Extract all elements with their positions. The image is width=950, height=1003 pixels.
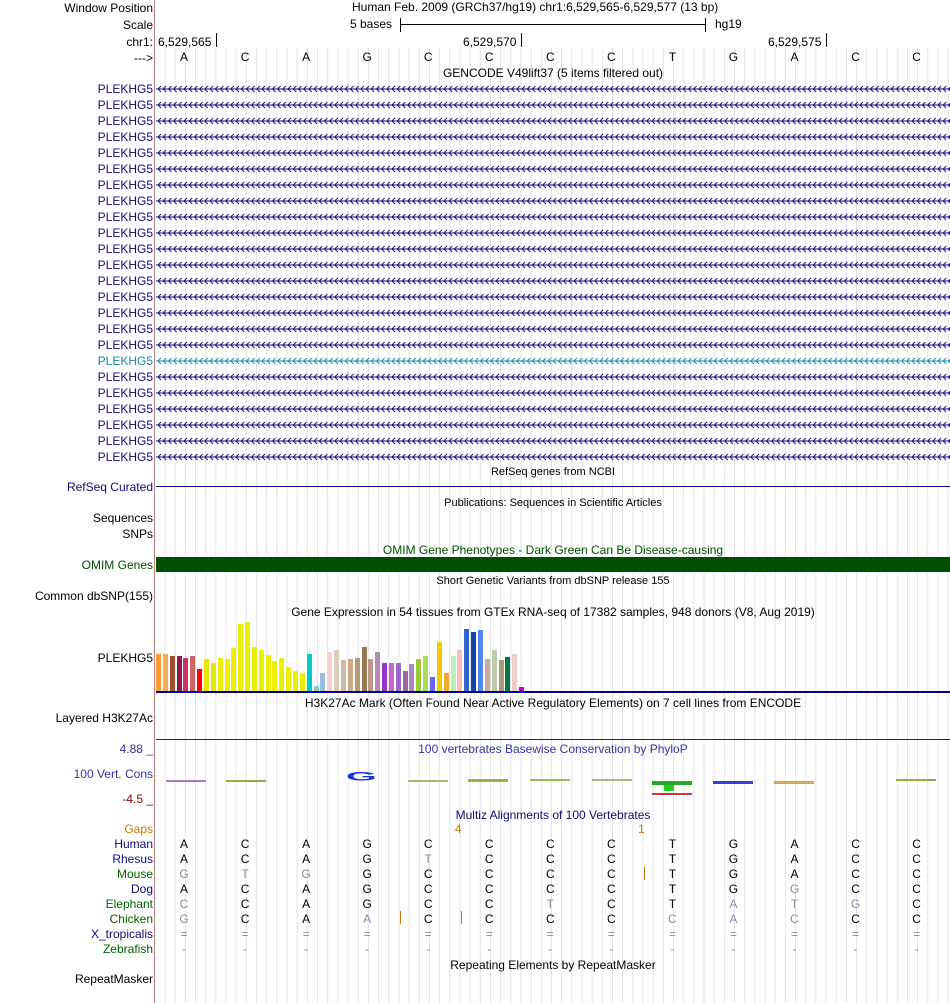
- gap-count: 4: [454, 822, 462, 836]
- coord-tick-mark-2: [521, 33, 522, 47]
- aligned-base: C: [240, 852, 250, 866]
- aligned-base: -: [365, 942, 370, 956]
- gtex-tissue-bar[interactable]: [423, 656, 428, 691]
- aligned-base: T: [790, 897, 799, 911]
- gencode-gene-label[interactable]: PLEKHG5: [97, 322, 153, 336]
- gencode-gene-label[interactable]: PLEKHG5: [97, 274, 153, 288]
- aligned-base: A: [302, 852, 311, 866]
- aligned-base: C: [912, 912, 921, 926]
- gencode-transcript[interactable]: [156, 213, 950, 221]
- sequence-base: G: [728, 50, 739, 64]
- gencode-gene-label[interactable]: PLEKHG5: [97, 258, 153, 272]
- gencode-transcript[interactable]: [156, 117, 950, 125]
- aligned-base: G: [728, 837, 739, 851]
- gtex-tissue-bar[interactable]: [177, 656, 182, 691]
- aligned-base: G: [728, 852, 739, 866]
- aligned-base: T: [241, 867, 249, 881]
- aligned-base: C: [607, 897, 616, 911]
- aligned-base: =: [607, 927, 615, 941]
- gtex-tissue-bar[interactable]: [485, 659, 490, 691]
- gencode-gene-label[interactable]: PLEKHG5: [97, 306, 153, 320]
- gtex-tissue-bar[interactable]: [279, 658, 284, 691]
- gtex-tissue-bar[interactable]: [334, 650, 339, 691]
- aligned-base: =: [852, 927, 860, 941]
- aligned-base: C: [912, 852, 921, 866]
- gtex-tissue-bar[interactable]: [478, 630, 483, 691]
- aligned-base: A: [302, 912, 311, 926]
- gtex-tissue-bar[interactable]: [416, 659, 421, 691]
- sequence-base: C: [912, 50, 921, 64]
- gtex-tissue-bar[interactable]: [471, 632, 476, 691]
- gtex-tissue-bar[interactable]: [457, 650, 462, 691]
- gencode-transcript[interactable]: [156, 85, 950, 93]
- aligned-base: C: [607, 882, 616, 896]
- sequence-base: A: [179, 50, 188, 64]
- phylop-glyph-8: [652, 781, 692, 785]
- species-label[interactable]: Mouse: [116, 867, 153, 881]
- gencode-gene-label[interactable]: PLEKHG5: [97, 418, 153, 432]
- aligned-base: C: [545, 852, 555, 866]
- gencode-transcript[interactable]: [156, 389, 950, 397]
- aligned-base: C: [240, 882, 250, 896]
- strand-label: --->: [134, 51, 153, 65]
- aligned-base: A: [790, 852, 799, 866]
- gencode-gene-label[interactable]: PLEKHG5: [97, 226, 153, 240]
- sequence-base: A: [302, 50, 311, 64]
- scale-db-text: hg19: [715, 17, 742, 31]
- species-label[interactable]: Rhesus: [112, 852, 153, 866]
- aligned-base: G: [179, 867, 189, 881]
- insertion-marker: [461, 911, 462, 924]
- phylop-track-title: 100 vertebrates Basewise Conservation by PhyloP: [418, 742, 688, 756]
- gencode-transcript[interactable]: [156, 421, 950, 429]
- gtex-tissue-bar[interactable]: [218, 658, 223, 691]
- insertion-marker: [400, 911, 401, 924]
- aligned-base: G: [728, 867, 739, 881]
- gencode-gene-label[interactable]: PLEKHG5: [97, 354, 153, 368]
- aligned-base: -: [670, 942, 675, 956]
- gtex-tissue-bar[interactable]: [211, 663, 216, 691]
- gtex-tissue-bar[interactable]: [368, 659, 373, 691]
- gtex-tissue-bar[interactable]: [444, 673, 449, 691]
- aligned-base: A: [302, 897, 311, 911]
- sequence-base: C: [484, 50, 494, 64]
- aligned-base: G: [362, 882, 372, 896]
- refseq-gene-line[interactable]: [156, 486, 950, 487]
- aligned-base: C: [851, 912, 860, 926]
- species-label[interactable]: Dog: [130, 882, 153, 896]
- phylop-glyph-1: [226, 780, 266, 782]
- aligned-base: C: [912, 867, 921, 881]
- gencode-transcript[interactable]: [156, 229, 950, 237]
- aligned-base: C: [851, 867, 860, 881]
- gencode-gene-label[interactable]: PLEKHG5: [97, 290, 153, 304]
- gtex-tissue-bar[interactable]: [170, 656, 175, 691]
- aligned-base: A: [729, 897, 738, 911]
- gencode-transcript[interactable]: [156, 101, 950, 109]
- aligned-base: A: [302, 882, 311, 896]
- aligned-base: A: [179, 837, 188, 851]
- aligned-base: -: [243, 942, 248, 956]
- aligned-base: G: [301, 867, 311, 881]
- aligned-base: C: [240, 897, 250, 911]
- gtex-tissue-bar[interactable]: [231, 648, 236, 691]
- aligned-base: T: [668, 882, 677, 896]
- gtex-tissue-bar[interactable]: [505, 657, 510, 691]
- aligned-base: C: [240, 837, 250, 851]
- gtex-tissue-bar[interactable]: [293, 671, 298, 691]
- sequence-base: G: [362, 50, 372, 64]
- refseq-track-title: RefSeq genes from NCBI: [490, 466, 616, 478]
- gtex-tissue-bar[interactable]: [341, 660, 346, 691]
- phylop-glyph-10: [774, 781, 814, 784]
- aligned-base: A: [790, 837, 799, 851]
- gencode-transcript[interactable]: [156, 341, 950, 349]
- repeatmasker-track-label[interactable]: RepeatMasker: [74, 972, 153, 986]
- dbsnp-track-title: Short Genetic Variants from dbSNP release 155: [436, 575, 670, 587]
- phylop-glyph-6: [530, 779, 570, 781]
- aligned-base: C: [179, 897, 189, 911]
- multiz-track-title: Multiz Alignments of 100 Vertebrates: [455, 808, 651, 822]
- gtex-tissue-bar[interactable]: [348, 659, 353, 691]
- aligned-base: =: [363, 927, 371, 941]
- gencode-transcript[interactable]: [156, 453, 950, 461]
- sequence-base: T: [668, 50, 677, 64]
- species-label[interactable]: X_tropicalis: [90, 927, 153, 941]
- aligned-base: -: [792, 942, 797, 956]
- aligned-base: C: [423, 837, 433, 851]
- phylop-logo-g-glyph: G: [346, 770, 377, 784]
- gencode-transcript[interactable]: [156, 309, 950, 317]
- aligned-base: T: [668, 852, 677, 866]
- species-label[interactable]: Chicken: [109, 912, 153, 926]
- phylop-max-label: 4.88 _: [119, 742, 153, 756]
- label-track-separator: [154, 0, 155, 1003]
- window-position-label: Window Position: [64, 1, 153, 15]
- aligned-base: C: [607, 852, 616, 866]
- aligned-base: C: [484, 882, 494, 896]
- gtex-tissue-bar[interactable]: [403, 671, 408, 691]
- gencode-gene-label[interactable]: PLEKHG5: [97, 402, 153, 416]
- aligned-base: A: [179, 852, 188, 866]
- gtex-tissue-bar[interactable]: [307, 654, 312, 691]
- aligned-base: -: [548, 942, 553, 956]
- aligned-base: C: [668, 912, 677, 926]
- gtex-expression-chart[interactable]: [156, 620, 950, 691]
- aligned-base: C: [912, 882, 921, 896]
- aligned-base: G: [850, 897, 861, 911]
- phylop-glyph-12: [896, 779, 936, 781]
- aligned-base: C: [790, 912, 799, 926]
- species-label[interactable]: Human: [114, 837, 153, 851]
- repeatmasker-track-title: Repeating Elements by RepeatMasker: [450, 958, 656, 972]
- aligned-base: =: [913, 927, 921, 941]
- aligned-base: C: [545, 837, 555, 851]
- gtex-tissue-bar[interactable]: [492, 650, 497, 691]
- aligned-base: -: [853, 942, 858, 956]
- sequence-base: C: [607, 50, 616, 64]
- sequence-base: C: [423, 50, 433, 64]
- aligned-base: =: [302, 927, 310, 941]
- gtex-tissue-bar[interactable]: [320, 673, 325, 691]
- aligned-base: -: [487, 942, 492, 956]
- gencode-gene-label[interactable]: PLEKHG5: [97, 450, 153, 464]
- phylop-glyph-4: [408, 780, 448, 782]
- gtex-tissue-bar[interactable]: [197, 669, 202, 691]
- phylop-glyph-9: [713, 781, 753, 784]
- aligned-base: =: [729, 927, 737, 941]
- omim-gene-bar[interactable]: [156, 557, 950, 572]
- gtex-baseline: [156, 691, 950, 693]
- gencode-transcript[interactable]: [156, 277, 950, 285]
- gencode-transcript[interactable]: [156, 133, 950, 141]
- gtex-tissue-bar[interactable]: [259, 650, 264, 691]
- aligned-base: C: [851, 837, 860, 851]
- gencode-transcript[interactable]: [156, 261, 950, 269]
- aligned-base: C: [484, 867, 494, 881]
- aligned-base: T: [424, 852, 432, 866]
- gencode-gene-label[interactable]: PLEKHG5: [97, 82, 153, 96]
- aligned-base: C: [607, 837, 616, 851]
- gencode-transcript[interactable]: [156, 149, 950, 157]
- gencode-transcript[interactable]: [156, 325, 950, 333]
- gtex-tissue-bar[interactable]: [382, 663, 387, 691]
- aligned-base: C: [912, 897, 921, 911]
- phylop-glyph-7: [592, 779, 632, 781]
- gtex-tissue-bar[interactable]: [375, 652, 380, 691]
- aligned-base: G: [362, 852, 372, 866]
- gtex-tissue-bar[interactable]: [204, 659, 209, 691]
- aligned-base: C: [851, 852, 860, 866]
- gencode-gene-label[interactable]: PLEKHG5: [97, 130, 153, 144]
- aligned-base: C: [240, 912, 250, 926]
- scale-label: Scale: [122, 18, 153, 32]
- aligned-base: C: [484, 852, 494, 866]
- aligned-base: C: [423, 867, 433, 881]
- gencode-transcript[interactable]: [156, 405, 950, 413]
- gtex-tissue-bar[interactable]: [396, 663, 401, 691]
- aligned-base: T: [668, 867, 677, 881]
- gtex-tissue-bar[interactable]: [430, 677, 435, 691]
- aligned-base: T: [668, 897, 677, 911]
- chromosome-label: chr1:: [126, 35, 153, 49]
- aligned-base: G: [728, 882, 739, 896]
- aligned-base: =: [424, 927, 432, 941]
- aligned-base: =: [180, 927, 188, 941]
- h3k27ac-track-title: H3K27Ac Mark (Often Found Near Active Regulatory Elements) on 7 cell lines from ENCODE: [304, 696, 802, 710]
- multiz-gaps-label: Gaps: [124, 822, 153, 836]
- gencode-gene-label[interactable]: PLEKHG5: [97, 210, 153, 224]
- aligned-base: A: [179, 882, 188, 896]
- sequence-base: C: [851, 50, 860, 64]
- scale-bases-text: 5 bases: [350, 17, 393, 31]
- gtex-tissue-bar[interactable]: [156, 654, 161, 691]
- phylop-glyph-8c: [652, 793, 692, 795]
- coord-tick-mark-1: [216, 33, 217, 47]
- aligned-base: C: [607, 912, 616, 926]
- gencode-gene-label[interactable]: PLEKHG5: [97, 194, 153, 208]
- gencode-gene-label[interactable]: PLEKHG5: [97, 162, 153, 176]
- gtex-tissue-bar[interactable]: [437, 642, 442, 691]
- gencode-transcript[interactable]: [156, 437, 950, 445]
- coord-tick-1: 6,529,565: [158, 35, 212, 49]
- coord-tick-mark-3: [826, 33, 827, 47]
- coord-tick-3: 6,529,575: [768, 35, 822, 49]
- gtex-tissue-bar[interactable]: [327, 652, 332, 691]
- aligned-base: =: [241, 927, 249, 941]
- phylop-glyph-8b: [664, 785, 674, 791]
- gtex-tissue-bar[interactable]: [409, 664, 414, 691]
- aligned-base: T: [546, 897, 554, 911]
- gtex-track-title: Gene Expression in 54 tissues from GTEx RNA-seq of 17382 samples, 948 donors (V8, Aug 2019): [291, 605, 815, 619]
- phylop-min-label: -4.5 _: [122, 792, 153, 806]
- aligned-base: G: [362, 837, 372, 851]
- aligned-base: A: [363, 912, 372, 926]
- gtex-tissue-bar[interactable]: [499, 660, 504, 691]
- coord-tick-2: 6,529,570: [463, 35, 517, 49]
- gtex-tissue-bar[interactable]: [286, 667, 291, 691]
- species-label[interactable]: Zebrafish: [102, 942, 153, 956]
- scale-bar: [400, 18, 706, 32]
- aligned-base: -: [914, 942, 919, 956]
- aligned-base: C: [607, 867, 616, 881]
- gtex-tissue-bar[interactable]: [238, 624, 243, 691]
- gencode-gene-label[interactable]: PLEKHG5: [97, 98, 153, 112]
- publications-sequences-label[interactable]: Sequences: [92, 511, 153, 525]
- gtex-tissue-bar[interactable]: [163, 654, 168, 691]
- gtex-tissue-bar[interactable]: [272, 661, 277, 691]
- aligned-base: C: [912, 837, 921, 851]
- aligned-base: =: [546, 927, 554, 941]
- aligned-base: A: [729, 912, 738, 926]
- h3k27ac-track-label[interactable]: Layered H3K27Ac: [55, 711, 153, 725]
- aligned-base: A: [302, 837, 311, 851]
- gencode-transcript[interactable]: [156, 245, 950, 253]
- phylop-glyph-0: [166, 780, 206, 782]
- aligned-base: G: [362, 897, 372, 911]
- publications-track-title: Publications: Sequences in Scientific Articles: [444, 497, 662, 509]
- omim-track-label[interactable]: OMIM Genes: [81, 558, 153, 572]
- gtex-tissue-bar[interactable]: [451, 656, 456, 691]
- aligned-base: C: [484, 837, 494, 851]
- assembly-position-text: Human Feb. 2009 (GRCh37/hg19) chr1:6,529,565-6,529,577 (13 bp): [352, 0, 719, 14]
- aligned-base: C: [851, 882, 860, 896]
- aligned-base: =: [485, 927, 493, 941]
- gencode-gene-label[interactable]: PLEKHG5: [97, 434, 153, 448]
- gencode-gene-label[interactable]: PLEKHG5: [97, 242, 153, 256]
- phylop-track-label[interactable]: 100 Vert. Cons: [73, 767, 153, 781]
- h3k27ac-baseline: [156, 739, 950, 740]
- gtex-tissue-bar[interactable]: [355, 658, 360, 691]
- aligned-base: T: [668, 837, 677, 851]
- gencode-gene-label[interactable]: PLEKHG5: [97, 386, 153, 400]
- gencode-gene-label[interactable]: PLEKHG5: [97, 114, 153, 128]
- aligned-base: A: [790, 867, 799, 881]
- aligned-base: =: [668, 927, 676, 941]
- gtex-tissue-bar[interactable]: [362, 647, 367, 691]
- aligned-base: C: [545, 867, 555, 881]
- aligned-base: C: [545, 882, 555, 896]
- gtex-tissue-bar[interactable]: [252, 647, 257, 691]
- dbsnp-track-label[interactable]: Common dbSNP(155): [34, 589, 153, 603]
- gtex-tissue-bar[interactable]: [183, 658, 188, 691]
- gencode-gene-label[interactable]: PLEKHG5: [97, 146, 153, 160]
- insertion-marker: [644, 867, 645, 880]
- phylop-conservation-plot[interactable]: [156, 760, 950, 802]
- gap-count: 1: [638, 822, 645, 836]
- gencode-transcript[interactable]: [156, 165, 950, 173]
- gencode-transcript[interactable]: [156, 373, 950, 381]
- species-label[interactable]: Elephant: [105, 897, 153, 911]
- gencode-gene-label[interactable]: PLEKHG5: [97, 178, 153, 192]
- aligned-base: C: [545, 912, 555, 926]
- omim-track-title: OMIM Gene Phenotypes - Dark Green Can Be Disease-causing: [382, 543, 724, 557]
- gencode-gene-label[interactable]: PLEKHG5: [97, 370, 153, 384]
- gencode-transcript[interactable]: [156, 181, 950, 189]
- publications-snps-label[interactable]: SNPs: [122, 527, 153, 541]
- gencode-transcript[interactable]: [156, 357, 950, 365]
- aligned-base: -: [304, 942, 309, 956]
- aligned-base: C: [484, 897, 494, 911]
- aligned-base: C: [423, 912, 433, 926]
- aligned-base: -: [426, 942, 431, 956]
- gtex-tissue-bar[interactable]: [512, 654, 517, 691]
- gencode-transcript[interactable]: [156, 293, 950, 301]
- sequence-base: C: [240, 50, 250, 64]
- aligned-base: -: [609, 942, 614, 956]
- gtex-track-label[interactable]: PLEKHG5: [97, 651, 153, 665]
- gencode-track-title: GENCODE V49lift37 (5 items filtered out): [442, 66, 664, 80]
- aligned-base: -: [731, 942, 736, 956]
- aligned-base: C: [484, 912, 494, 926]
- gtex-tissue-bar[interactable]: [190, 656, 195, 691]
- gtex-tissue-bar[interactable]: [300, 673, 305, 691]
- aligned-base: C: [423, 897, 433, 911]
- gtex-tissue-bar[interactable]: [464, 629, 469, 691]
- sequence-base: C: [545, 50, 555, 64]
- gencode-gene-label[interactable]: PLEKHG5: [97, 338, 153, 352]
- aligned-base: G: [179, 912, 189, 926]
- aligned-base: C: [423, 882, 433, 896]
- gencode-transcript[interactable]: [156, 197, 950, 205]
- aligned-base: G: [789, 882, 800, 896]
- gtex-tissue-bar[interactable]: [245, 622, 250, 691]
- gtex-tissue-bar[interactable]: [225, 659, 230, 691]
- gtex-tissue-bar[interactable]: [389, 663, 394, 691]
- refseq-track-label[interactable]: RefSeq Curated: [66, 480, 153, 494]
- aligned-base: G: [362, 867, 372, 881]
- sequence-base: A: [790, 50, 799, 64]
- aligned-base: =: [790, 927, 798, 941]
- gtex-tissue-bar[interactable]: [266, 655, 271, 691]
- phylop-glyph-5: [468, 779, 508, 782]
- aligned-base: -: [182, 942, 186, 956]
